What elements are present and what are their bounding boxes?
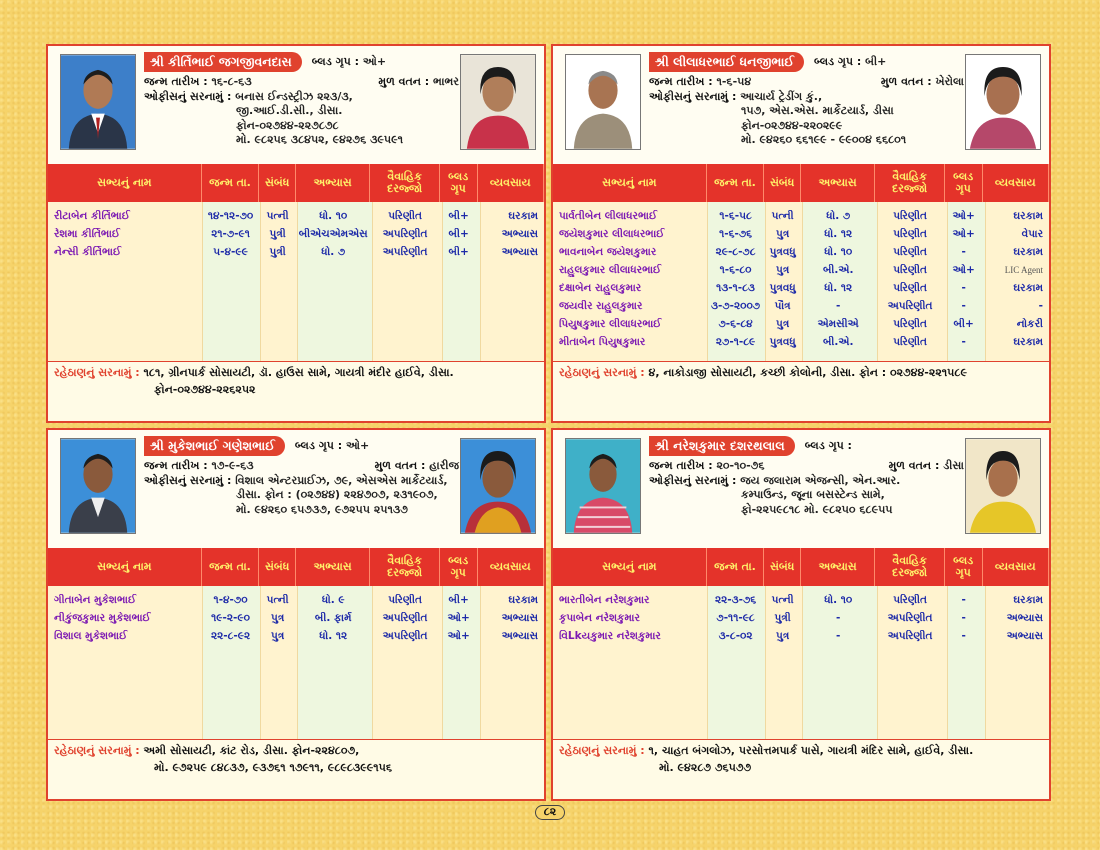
woman-portrait-icon [966,439,1040,533]
blood-group-label: બ્લડ ગૃપ : [804,438,852,452]
head-native: ખેરોલા [935,75,964,88]
table-header [553,164,1049,202]
member-dob: ૭-૧૧-૯૮ [716,611,755,624]
office-label: ઓફીસનું સરનામું : [649,89,737,103]
man-portrait-icon [566,55,640,149]
office-line: કમ્પાઉન્ડ, જૂના બસસ્ટેન્ડ સામે, [741,488,885,501]
member-marital: પરિણીત [893,227,927,240]
head-dob: ૧-૬-૫૪ [716,75,752,88]
husband-photo [565,438,641,534]
member-name: ગીતાબેન મુકેશભાઈ [54,593,137,606]
member-education: ધો. ૭ [321,245,346,258]
head-info [649,436,964,517]
member-marital: અપરિણીત [382,611,428,624]
office-line: બનાસ ઈન્ડસ્ટ્રીઝ ૨૨૩/૩, [235,89,353,103]
col-blood-group-header: બ્લડ ગૃપ [945,164,983,202]
member-row [553,243,1049,261]
member-blood-group: - [961,594,966,606]
blood-group-label: બ્લડ ગૃપ : [294,438,343,452]
member-education: ધો. ૧૨ [824,281,853,294]
member-dob: ૧૯-૨-૯૦ [211,611,250,624]
member-dob: ૫-૪-૯૯ [213,245,248,258]
office-line: વિશાલ એન્ટરપ્રાઈઝ, ૭૯, એસએસ માર્કેટયાર્ડ, [235,473,448,487]
col-marital-header: વૈવાહિક દરજ્જો [370,548,439,586]
member-blood-group: ઓ+ [447,611,470,624]
native-label: મુળ વતન : [374,459,426,472]
member-marital: પરિણીત [388,593,422,606]
residence-address [48,361,544,421]
blood-group-label: બ્લડ ગૃપ : [814,54,862,68]
member-occupation: ઘરકામ [1013,245,1044,258]
native-label: મુળ વતન : [888,459,940,472]
member-row [48,207,544,225]
member-row [48,609,544,627]
member-marital: અપરિણીત [382,227,428,240]
table-body [48,202,544,361]
member-blood-group: ઓ+ [952,263,975,276]
member-education: એમસીએ [817,317,859,330]
card-header [48,46,544,164]
member-education: ધો. ૧૦ [824,593,853,606]
dob-label: જન્મ તારીખ : [144,459,208,472]
member-rows [553,586,1049,739]
members-table [553,164,1049,361]
member-education: બી.એ. [822,335,854,348]
member-education: બી. ફાર્મ [314,611,352,624]
member-occupation: ઘરકામ [1013,593,1044,606]
member-row [553,591,1049,609]
member-relation: પત્ની [771,209,794,222]
member-marital: પરિણીત [893,593,927,606]
member-occupation: ઘરકામ [1013,335,1044,348]
head-dob: ૨૦-૧૦-૭૬ [716,459,765,472]
office-label: ઓફીસનું સરનામું : [144,473,232,487]
native-label: મુળ વતન : [880,75,932,88]
member-dob: ૨૯-૮-૭૮ [715,245,756,258]
member-relation: પૌત્ર [774,299,791,312]
wife-photo [460,438,536,534]
members-table [553,548,1049,739]
col-relation-header: સંબંધ [259,548,296,586]
member-occupation: વેપાર [1021,227,1044,240]
col-occupation-header: વ્યવસાય [983,548,1049,586]
wife-photo [460,54,536,150]
member-name: જયેશકુમાર લીલાધરભાઈ [559,227,665,240]
member-relation: પુત્રી [269,227,286,240]
residence-line: અમી સોસાયટી, કાંટ રોડ, ડીસા. ફોન-૨૨૪૮૦૭, [143,744,360,757]
member-dob: ૭-૬-૮૪ [718,317,753,330]
residence-line: ૧, ચાહત બંગલોઝ, પરસોત્તમપાર્ક પાસે, ગાયત્રી મંદિર સામે, હાઈવે, ડીસા. [648,744,974,757]
member-name: રેશમા કીર્તિભાઈ [54,227,120,240]
member-occupation: ઘરકામ [508,593,539,606]
member-education: ધો. ૧૨ [824,227,853,240]
member-education: બી.એ. [822,263,854,276]
member-blood-group: - [961,612,966,624]
member-name: રીટાબેન કીર્તિભાઈ [54,209,130,222]
table-header [553,548,1049,586]
member-marital: અપરિણીત [382,245,428,258]
member-marital: પરિણીત [893,281,927,294]
husband-photo [565,54,641,150]
head-info [144,52,459,148]
member-row [48,627,544,645]
member-occupation: ઘરકામ [1013,209,1044,222]
col-name-header: સભ્યનું નામ [553,164,707,202]
col-relation-header: સંબંધ [764,164,801,202]
member-education: ધો. ૧૦ [824,245,853,258]
office-line: ડીસા. ફોન : (૦૨૭૪૪) ૨૨૪૭૦૭, ૨૩૧૯૦૭, [236,488,438,501]
member-row [48,591,544,609]
residence-label: રહેઠાણનું સરનામું : [54,366,140,379]
dob-label: જન્મ તારીખ : [649,459,713,472]
member-name: રાહુલકુમાર લીલાધરભાઈ [559,263,662,276]
woman-portrait-icon [461,439,535,533]
member-marital: અપરિણીત [887,611,933,624]
family-card [551,44,1051,423]
col-marital-header: વૈવાહિક દરજ્જો [875,548,944,586]
member-occupation: અભ્યાસ [1006,629,1044,642]
member-blood-group: બી+ [448,593,469,606]
member-relation: પુત્ર [271,629,285,642]
head-name: શ્રી કીર્તિભાઈ જગજીવનદાસ [144,52,302,72]
col-relation-header: સંબંધ [764,548,801,586]
member-blood-group: ઓ+ [952,227,975,240]
member-row [48,243,544,261]
head-native: ભાભર [433,75,459,88]
member-marital: પરિણીત [893,263,927,276]
col-marital-header: વૈવાહિક દરજ્જો [370,164,439,202]
member-occupation: નોકરી [1016,317,1044,330]
member-blood-group: બી+ [448,209,469,222]
residence-address [48,739,544,799]
member-blood-group: ઓ+ [447,629,470,642]
col-occupation-header: વ્યવસાય [983,164,1049,202]
member-dob: ૩-૮-૦૨ [718,629,753,642]
member-blood-group: - [961,300,966,312]
member-marital: અપરિણીત [382,629,428,642]
member-dob: ૨૧-૭-૯૧ [211,227,250,240]
col-occupation-header: વ્યવસાય [478,548,544,586]
member-name: વિLkયકુમાર નરેશકુમાર [559,629,661,642]
office-line: ફોન-૦૨૭૪૪-૨૨૦૨૯૯ [741,118,843,132]
member-relation: પુત્રી [269,245,286,258]
member-occupation: - [1038,300,1044,312]
members-table [48,548,544,739]
member-name: પિયુષકુમાર લીલાધરભાઈ [559,317,662,330]
husband-photo [60,54,136,150]
residence-line: ૧૮૧, ગ્રીનપાર્ક સોસાયટી, ડૉ. હાઉસ સામે, ગાયત્રી મંદીર હાઈવે, ડીસા. [143,366,454,379]
member-dob: ૨૨-૩-૭૬ [714,593,757,606]
members-table [48,164,544,361]
col-education-header: અભ્યાસ [296,548,370,586]
member-blood-group: ઓ+ [952,209,975,222]
member-name: પાર્વતીબેન લીલાધરભાઈ [559,209,658,222]
col-marital-header: વૈવાહિક દરજ્જો [875,164,944,202]
member-rows [553,202,1049,361]
head-blood-group: બી+ [865,54,887,68]
member-occupation: અભ્યાસ [501,245,539,258]
wife-photo [965,438,1041,534]
table-body [48,586,544,739]
member-blood-group: - [961,630,966,642]
card-header [48,430,544,548]
col-dob-header: જન્મ તા. [202,164,260,202]
member-name: નેન્સી કીર્તિભાઈ [54,245,122,258]
table-header [48,164,544,202]
col-relation-header: સંબંધ [259,164,296,202]
residence-label: રહેઠાણનું સરનામું : [559,366,645,379]
member-relation: પુત્ર [776,263,790,276]
member-marital: પરિણીત [388,209,422,222]
page-number: ૮૨ [535,805,565,820]
member-name: વિશાલ મુકેશભાઈ [54,629,128,642]
member-blood-group: - [961,246,966,258]
member-name: દક્ષાબેન રાહુલકુમાર [559,281,642,294]
member-dob: ૧-૪-૭૦ [213,593,248,606]
member-relation: પુત્રવધુ [769,245,796,258]
col-blood-group-header: બ્લડ ગૃપ [440,548,478,586]
member-blood-group: બી+ [953,317,974,330]
member-name: મીતાબેન પિયુષકુમાર [559,335,646,348]
head-dob: ૧૬-૮-૬૩ [211,75,252,88]
member-row [553,261,1049,279]
member-occupation: અભ્યાસ [1006,611,1044,624]
head-name: શ્રી લીલાધરભાઈ ધનજીભાઈ [649,52,804,72]
family-card [551,428,1051,801]
residence-line: ફોન-૦૨૭૪૪-૨૨૬૨૫૨ [154,383,256,396]
member-occupation: ઘરકામ [508,209,539,222]
member-education: બીએચએમએસ [298,227,368,240]
member-occupation: ઘરકામ [1013,281,1044,294]
member-blood-group: બી+ [448,227,469,240]
office-line: આચાર્ય ટ્રેડીંગ કું., [740,89,823,103]
dob-label: જન્મ તારીખ : [649,75,713,88]
office-line: મો. ૯૪૨૬૦ ૬૫૭૩૭, ૯૭૨૫૫ ૨૫૧૩૭ [236,502,408,516]
member-relation: પત્ની [266,209,289,222]
member-dob: ૧-૬-૫૮ [719,209,752,222]
member-marital: અપરિણીત [887,299,933,312]
col-occupation-header: વ્યવસાય [478,164,544,202]
member-name: જયવીર રાહુલકુમાર [559,299,643,312]
col-education-header: અભ્યાસ [296,164,370,202]
member-occupation: અભ્યાસ [501,629,539,642]
head-blood-group: ઓ+ [362,54,387,68]
office-line: મો. ૯૮૨૫૬ ૩૮૪૫૨, ૯૪૨૭૬ ૩૯૫૯૧ [236,133,404,146]
member-rows [48,202,544,361]
residence-address [553,739,1049,799]
col-blood-group-header: બ્લડ ગૃપ [945,548,983,586]
man-portrait-icon [566,439,640,533]
member-marital: પરિણીત [893,245,927,258]
residence-label: રહેઠાણનું સરનામું : [559,744,645,757]
member-relation: પુત્ર [271,611,285,624]
residence-line: મો. ૯૪૨૮૭ ૭૬૫૭૭ [659,761,752,774]
member-relation: પુત્રવધુ [769,281,796,294]
family-card [46,428,546,801]
member-dob: ૧-૬-૮૦ [719,263,752,276]
member-blood-group: - [961,336,966,348]
member-education: ધો. ૭ [826,209,851,222]
residence-line: મો. ૯૭૨૫૯ ૮૪૮૩૭, ૯૩૭૬૧ ૧૭૯૧૧, ૯૮૯૮૩૯૯૧૫૬ [154,761,393,774]
member-name: ભાવનાબેન જયેશકુમાર [559,245,657,258]
member-relation: પુત્ર [776,317,790,330]
col-education-header: અભ્યાસ [801,164,875,202]
office-line: ૧૫૭, એસ.એસ. માર્કેટયાર્ડ, ડીસા [741,104,894,117]
office-line: જી.આઈ.ડી.સી., ડીસા. [236,104,343,117]
head-name: શ્રી મુકેશભાઈ ગણેશભાઈ [144,436,285,456]
member-relation: પત્ની [266,593,289,606]
office-line: ફોન-૦૨૭૪૪-૨૨૭૮૭૮ [236,118,339,132]
member-blood-group: બી+ [448,245,469,258]
family-card [46,44,546,423]
native-label: મુળ વતન : [378,75,430,88]
member-relation: પુત્ર [776,227,790,240]
office-line: જય જલારામ એજન્સી, એન.આર. [740,473,901,487]
member-row [553,225,1049,243]
col-blood-group-header: બ્લડ ગૃપ [440,164,478,202]
member-blood-group: - [961,282,966,294]
member-occupation: અભ્યાસ [501,227,539,240]
col-name-header: સભ્યનું નામ [48,164,202,202]
member-education: - [836,300,841,312]
member-relation: પુત્રવધુ [769,335,796,348]
woman-portrait-icon [461,55,535,149]
col-dob-header: જન્મ તા. [707,164,765,202]
member-row [553,279,1049,297]
man-portrait-icon [61,439,135,533]
office-line: ફો-૨૨૫૯૮૧૮ મો. ૯૮૨૫૦ ૬૮૯૫૫ [741,502,893,516]
woman-portrait-icon [966,55,1040,149]
husband-photo [60,438,136,534]
member-marital: અપરિણીત [887,629,933,642]
member-row [553,297,1049,315]
member-occupation: અભ્યાસ [501,611,539,624]
member-relation: પત્ની [771,593,794,606]
card-header [553,430,1049,548]
head-name: શ્રી નરેશકુમાર દશરથલાલ [649,436,795,456]
member-row [553,333,1049,351]
col-name-header: સભ્યનું નામ [48,548,202,586]
col-education-header: અભ્યાસ [801,548,875,586]
member-marital: પરિણીત [893,209,927,222]
member-education: ધો. ૯ [321,593,345,606]
member-dob: ૧-૬-૭૬ [719,227,752,240]
member-education: ધો. ૧૦ [319,209,348,222]
office-label: ઓફીસનું સરનામું : [649,473,737,487]
head-info [649,52,964,148]
member-row [48,225,544,243]
residence-address [553,361,1049,421]
member-name: કૃપાબેન નરેશકુમાર [559,611,640,624]
member-name: નીકુંજકુમાર મુકેશભાઈ [54,611,151,624]
blood-group-label: બ્લડ ગૃપ : [311,54,360,68]
table-header [48,548,544,586]
member-occupation: LIC Agent [1004,265,1044,275]
head-blood-group: ઓ+ [345,438,370,452]
head-info [144,436,459,517]
dob-label: જન્મ તારીખ : [144,75,208,88]
member-relation: પુત્ર [776,629,790,642]
member-name: ભારતીબેન નરેશકુમાર [559,593,650,606]
card-header [553,46,1049,164]
member-marital: પરિણીત [893,317,927,330]
head-dob: ૧૭-૯-૬૩ [211,459,254,472]
man-portrait-icon [61,55,135,149]
head-native: હારીજ [429,459,459,472]
table-body [553,586,1049,739]
member-relation: પુત્રી [774,611,791,624]
office-line: મો. ૯૪૨૬૦ ૬૬૧૯૯ - ૯૯૦૦૪ ૬૬૮૦૧ [741,133,907,146]
table-body [553,202,1049,361]
member-row [553,609,1049,627]
col-dob-header: જન્મ તા. [707,548,765,586]
wife-photo [965,54,1041,150]
member-dob: ૧૪-૧૨-૭૦ [207,209,254,222]
member-education: ધો. ૧૨ [319,629,348,642]
member-marital: પરિણીત [893,335,927,348]
col-name-header: સભ્યનું નામ [553,548,707,586]
member-education: - [836,612,841,624]
member-education: - [836,630,841,642]
member-dob: ૩-૭-૨૦૦૭ [710,299,761,312]
member-rows [48,586,544,739]
head-native: ડીસા [943,459,964,472]
member-row [553,315,1049,333]
member-dob: ૧૩-૧-૮૩ [716,281,755,294]
member-row [553,627,1049,645]
office-label: ઓફીસનું સરનામું : [144,89,232,103]
member-dob: ૨૨-૮-૯૨ [210,629,251,642]
member-row [553,207,1049,225]
residence-label: રહેઠાણનું સરનામું : [54,744,140,757]
residence-line: ૪, નાકોડાજી સોસાયટી, કચ્છી કોલોની, ડીસા. ફોન : ૦૨૭૪૪-૨૨૧૫૮૯ [648,366,967,379]
col-dob-header: જન્મ તા. [202,548,260,586]
member-dob: ૨૭-૧-૮૯ [715,335,756,348]
